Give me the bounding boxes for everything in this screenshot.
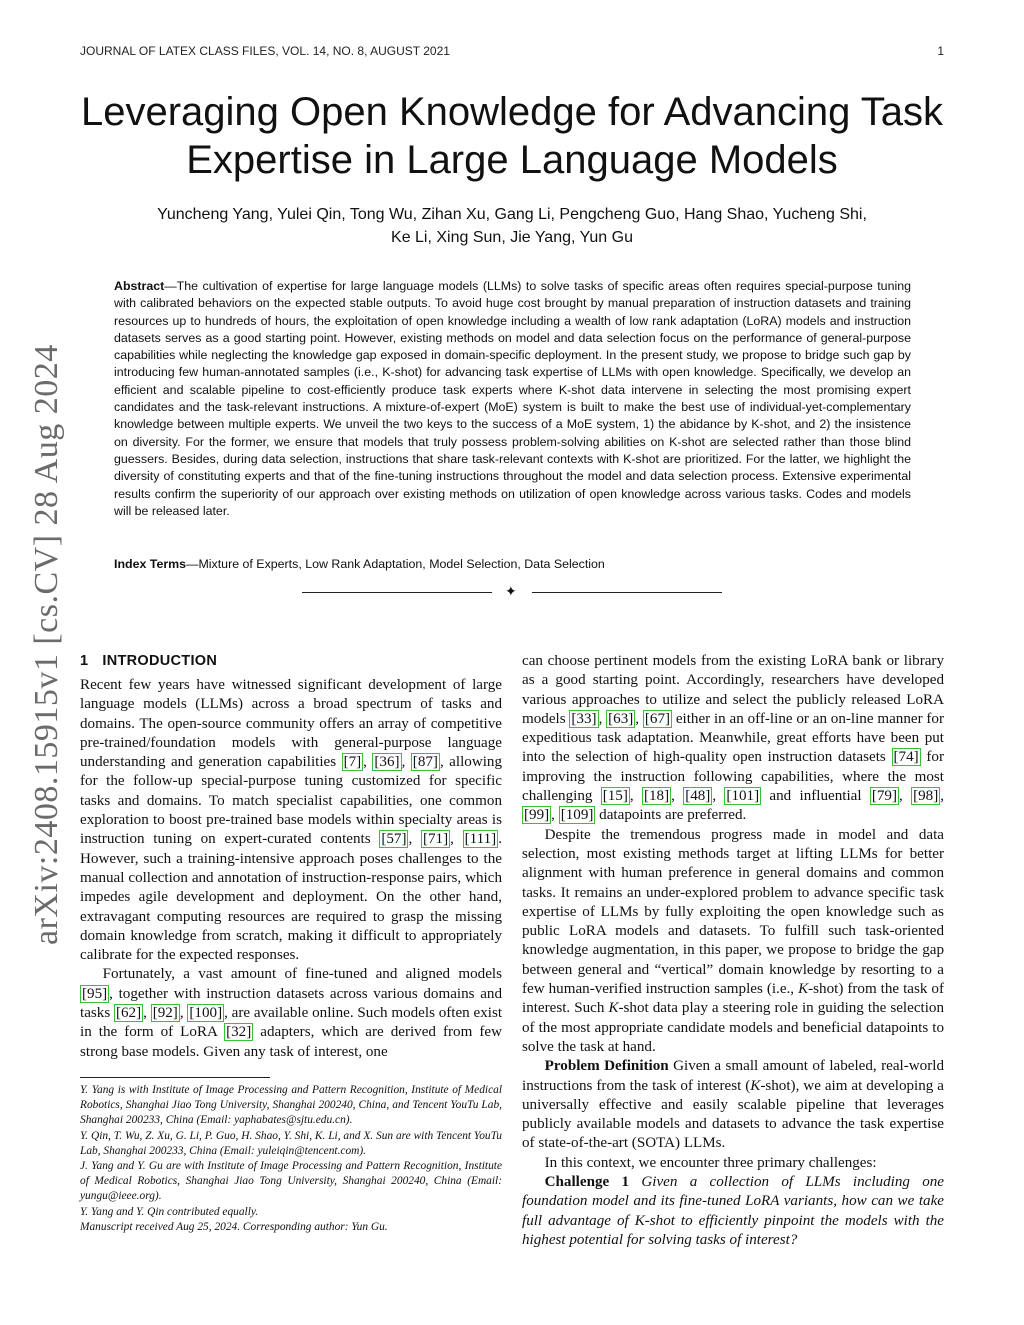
math-k: K bbox=[608, 1000, 619, 1017]
text-run: , allowing for the follow-up special-purpose tuning customized for specific tasks and domains. To match specialist capabilities, one common exploration to boost pre-trained base models within specialty areas is instruction tuning on expert-curated contents bbox=[80, 754, 503, 848]
problem-definition bbox=[522, 1057, 944, 1153]
footnote-affiliation-2: Y. Qin, T. Wu, Z. Xu, G. Li, P. Guo, H. Shao, Y. Shi, K. Li, and X. Sun are with Tencent YouTu Lab, Shanghai 200233, China (Email: yuleiqin@tencent.com). bbox=[80, 1129, 502, 1157]
text-run: can choose pertinent models from the existing LoRA bank or library as a good starting point. Accordingly, researchers have developed various approaches to utilize and select the publicly released LoRA models bbox=[522, 653, 944, 727]
citation-link[interactable]: [101] bbox=[726, 788, 760, 805]
text-run: -shot data play a steering role in guiding the selection of the most appropriate candidate models and beneficial datapoints to solve the task at hand. bbox=[522, 1000, 944, 1055]
text-run: . However, such a training-intensive approach poses challenges to the manual collection and annotation of instruction-response pairs, which impedes agile development and deployment. On the other hand, extravagant computing resources are required to grasp the missing domain knowledge from scratch, making it difficult to appropriately calibrate for the expected responses. bbox=[80, 831, 502, 964]
footnote-affiliation-1: Y. Yang is with Institute of Image Processing and Pattern Recognition, Institute of Medical Robotics, Shanghai Jiao Tong University, Shanghai 200240, China, and Tencent YouTu Lab, Shanghai 200233, China (Email: yaphabates@sjtu.edu.cn). bbox=[80, 1084, 502, 1127]
citation-link[interactable]: [98] bbox=[913, 788, 939, 805]
citation-link[interactable]: [87] bbox=[412, 754, 438, 771]
intro-paragraph-2: Fortunately, a vast amount of fine-tuned and aligned models [95] , together with instruction datasets across various domains and tasks [62] , [92] , [100] , are available online. Such models often exist in the form of LoRA [32] adapters, which are derived from few strong base models. Given any task of interest, one bbox=[80, 966, 503, 1060]
citation-link[interactable]: [109] bbox=[560, 807, 594, 824]
running-header bbox=[80, 44, 944, 62]
text-run: -shot) from the task of interest. Such bbox=[522, 981, 944, 1017]
citation-link[interactable]: [100] bbox=[189, 1005, 223, 1022]
challenge-1 bbox=[522, 1173, 944, 1250]
section-divider bbox=[302, 584, 722, 600]
citation-link[interactable]: [79] bbox=[871, 788, 898, 805]
intro-paragraph-4 bbox=[522, 826, 944, 1058]
footnote-rule bbox=[80, 1077, 270, 1078]
text-run: adapters, which are derived from few strong base models. Given any task of interest, one bbox=[80, 1024, 502, 1060]
citation-link[interactable]: [99] bbox=[524, 807, 550, 824]
page-number: 1 bbox=[937, 44, 944, 58]
text-run: Recent few years have witnessed significant development of large language models (LLMs) across a broad spectrum of tasks and domains. The open-source community offers an array of competitive pre-trained/foundation models with general-purpose language understanding and generation capabilities bbox=[80, 677, 502, 771]
intro-paragraph-3: can choose pertinent models from the existing LoRA bank or library as a good starting point. Accordingly, researchers have developed various approaches to utilize and select the publicly released LoRA models [33] , [63] , [67] either in an off-line or an on-line manner for expeditious task adaptation. Meanwhile, great efforts have been put into the selection of high-quality open instruction datasets [74] for improving the instruction following capabilities, where the most challenging [15] , [18] , [48] , [101] and influential [79] , [98] , [99] , [109] datapoints are preferred. bbox=[522, 653, 945, 824]
footnote-affiliation-3: J. Yang and Y. Gu are with Institute of Image Processing and Pattern Recognition, Institute of Medical Robotics, Shanghai Jiao Tong University, Shanghai 200240, China (Email: yungu@ieee.org). bbox=[80, 1160, 502, 1203]
text-run: Given a small amount of labeled, real-world instructions from the task of interest ( bbox=[522, 1058, 944, 1094]
author-list bbox=[90, 203, 934, 249]
footnote-equal-contribution: Y. Yang and Y. Qin contributed equally. bbox=[80, 1205, 259, 1218]
text-run: and influential bbox=[761, 788, 870, 805]
title-line-2: Expertise in Large Language Models bbox=[186, 138, 838, 182]
text-run: either in an off-line or an on-line manner for expeditious task adaptation. Meanwhile, great efforts have been put into the selection of high-quality open instruction datasets bbox=[522, 710, 945, 766]
challenges-intro: In this context, we encounter three primary challenges: bbox=[544, 1154, 877, 1171]
section-number: 1 bbox=[80, 653, 89, 669]
text-run: -shot), we aim at developing a universally effective and easily scalable pipeline that leverages publicly available models and datasets to advance the task expertise of state-of-the-art (SOTA) LLMs. bbox=[522, 1077, 945, 1152]
citation-link[interactable]: [67] bbox=[644, 710, 671, 727]
citation-link[interactable]: [74] bbox=[893, 749, 919, 766]
journal-header: JOURNAL OF LATEX CLASS FILES, VOL. 14, NO. 8, AUGUST 2021 bbox=[80, 44, 450, 58]
math-k: K bbox=[634, 1212, 645, 1229]
citation-link[interactable]: [18] bbox=[643, 788, 670, 805]
citation-link[interactable]: [57] bbox=[381, 831, 407, 848]
citation-link[interactable]: [7] bbox=[343, 754, 362, 771]
math-k: K bbox=[798, 981, 809, 998]
authors-line-2: Ke Li, Xing Sun, Jie Yang, Yun Gu bbox=[391, 229, 633, 246]
math-k: K bbox=[750, 1077, 761, 1094]
divider-line-left bbox=[302, 592, 492, 593]
index-terms bbox=[114, 556, 911, 573]
citation-link[interactable]: [111] bbox=[464, 831, 497, 848]
footnote-manuscript: Manuscript received Aug 25, 2024. Corresponding author: Yun Gu. bbox=[80, 1220, 388, 1233]
problem-definition-label: Problem Definition bbox=[544, 1058, 669, 1075]
divider-line-right bbox=[532, 592, 722, 593]
intro-paragraph-1: Recent few years have witnessed significant development of large language models (LLMs) across a broad spectrum of tasks and domains. The open-source community offers an array of competitive pre-trained/foundation models with general-purpose language understanding and generation capabilities [7] , [36] , [87] , allowing for the follow-up special-purpose tuning customized for specific tasks and domains. To match specialist capabilities, one common exploration to boost pre-trained base models within specialty areas is instruction tuning on expert-curated contents [57] , [71] , [111] . However, such a training-intensive approach poses challenges to the manual collection and annotation of instruction-response pairs, which impedes agile development and deployment. On the other hand, extravagant computing resources are required to grasp the missing domain knowledge from scratch, making it difficult to appropriately calibrate for the expected responses. bbox=[80, 677, 503, 964]
footnotes bbox=[80, 1083, 502, 1235]
text-run: Despite the tremendous progress made in model and data selection, most existing methods target at lifting LLMs for better alignment with human preference in general domains and common tasks. It remains an under-explored problem to advance specific task expertise of LLMs by fully exploiting the open knowledge such as public LoRA models and datasets. To fulfill such task-oriented knowledge augmentation, in this paper, we propose to bridge the gap between general and “vertical” domain knowledge by resorting to a few human-verified instruction samples (i.e., bbox=[522, 826, 944, 998]
citation-link[interactable]: [48] bbox=[685, 788, 711, 805]
right-column bbox=[522, 652, 944, 1250]
citation-link[interactable]: [62] bbox=[115, 1005, 142, 1022]
abstract bbox=[114, 278, 911, 520]
index-terms-label: Index Terms bbox=[114, 557, 187, 571]
citation-link[interactable]: [33] bbox=[571, 710, 597, 727]
citation-link[interactable]: [92] bbox=[152, 1005, 178, 1022]
text-run: -shot to efficiently pinpoint the models with the highest potential for solving tasks of interest? bbox=[522, 1212, 945, 1248]
arxiv-stamp: arXiv:2408.15915v1 [cs.CV] 28 Aug 2024 bbox=[28, 344, 65, 945]
divider-diamond-icon: ✦ bbox=[505, 584, 517, 600]
text-run: Fortunately, a vast amount of fine-tuned and aligned models bbox=[102, 966, 502, 983]
text-run: , are available online. Such models often exist in the form of LoRA bbox=[80, 1005, 503, 1041]
authors-line-1: Yuncheng Yang, Yulei Qin, Tong Wu, Zihan Xu, Gang Li, Pengcheng Guo, Hang Shao, Yucheng Shi, bbox=[157, 206, 867, 223]
citation-link[interactable]: [15] bbox=[602, 788, 628, 805]
paper-title bbox=[60, 88, 964, 184]
abstract-label: Abstract bbox=[114, 279, 165, 293]
text-run: , together with instruction datasets across various domains and tasks bbox=[80, 985, 502, 1022]
text-run: datapoints are preferred. bbox=[595, 807, 747, 824]
left-column bbox=[80, 652, 502, 1062]
text-run: Given a collection of LLMs including one foundation model and its fine-tuned LoRA variants, how can we take full advantage of bbox=[522, 1174, 945, 1229]
challenge-label: Challenge 1 bbox=[544, 1174, 630, 1191]
title-line-1: Leveraging Open Knowledge for Advancing Task bbox=[80, 90, 944, 134]
citation-link[interactable]: [95] bbox=[82, 985, 108, 1002]
index-terms-text: —Mixture of Experts, Low Rank Adaptation, Model Selection, Data Selection bbox=[186, 557, 605, 571]
citation-link[interactable]: [32] bbox=[226, 1024, 252, 1041]
text-run: for improving the instruction following capabilities, where the most challenging bbox=[522, 749, 944, 805]
citation-link[interactable]: [36] bbox=[374, 754, 400, 771]
section-title: INTRODUCTION bbox=[102, 653, 218, 669]
citation-link[interactable]: [63] bbox=[608, 710, 634, 727]
citation-link[interactable]: [71] bbox=[422, 831, 449, 848]
section-heading bbox=[80, 652, 502, 670]
abstract-text: —The cultivation of expertise for large language models (LLMs) to solve tasks of specific areas often requires special-purpose tuning with calibrated behaviors on the expected stable outputs. To avoid huge cost brought by manual preparation of instruction datasets and training resources up to hundreds of hours, the exploitation of open knowledge including a wealth of low rank adaptation (LoRA) models and instruction datasets serves as a good starting point. However, existing methods on model and data selection focus on the performance of general-purpose capabilities while neglecting the knowledge gap exposed in domain-specific deployment. In the present study, we propose to bridge such gap by introducing few human-annotated samples (i.e., K-shot) for advancing task expertise of LLMs with open knowledge. Specifically, we develop an efficient and scalable pipeline to cost-efficiently produce task experts where K-shot data intervene in selecting the most promising expert candidates and the task-relevant instructions. A mixture-of-expert (MoE) system is built to make the best use of individual-yet-complementary knowledge between multiple experts. We unveil the two keys to the success of a MoE system, 1) the abidance by K-shot, and 2) the insistence on diversity. For the former, we ensure that models that truly possess problem-solving abilities on K-shot are selected rather than those blind guessers. Besides, during data selection, instructions that share task-relevant contexts with K-shot are prioritized. For the latter, we highlight the diversity of constituting experts and that of the fine-tuning instructions throughout the model and data selection process. Extensive experimental results confirm the superiority of our approach over existing methods on utilization of open knowledge across various tasks. Codes and models will be released later. bbox=[114, 279, 911, 518]
